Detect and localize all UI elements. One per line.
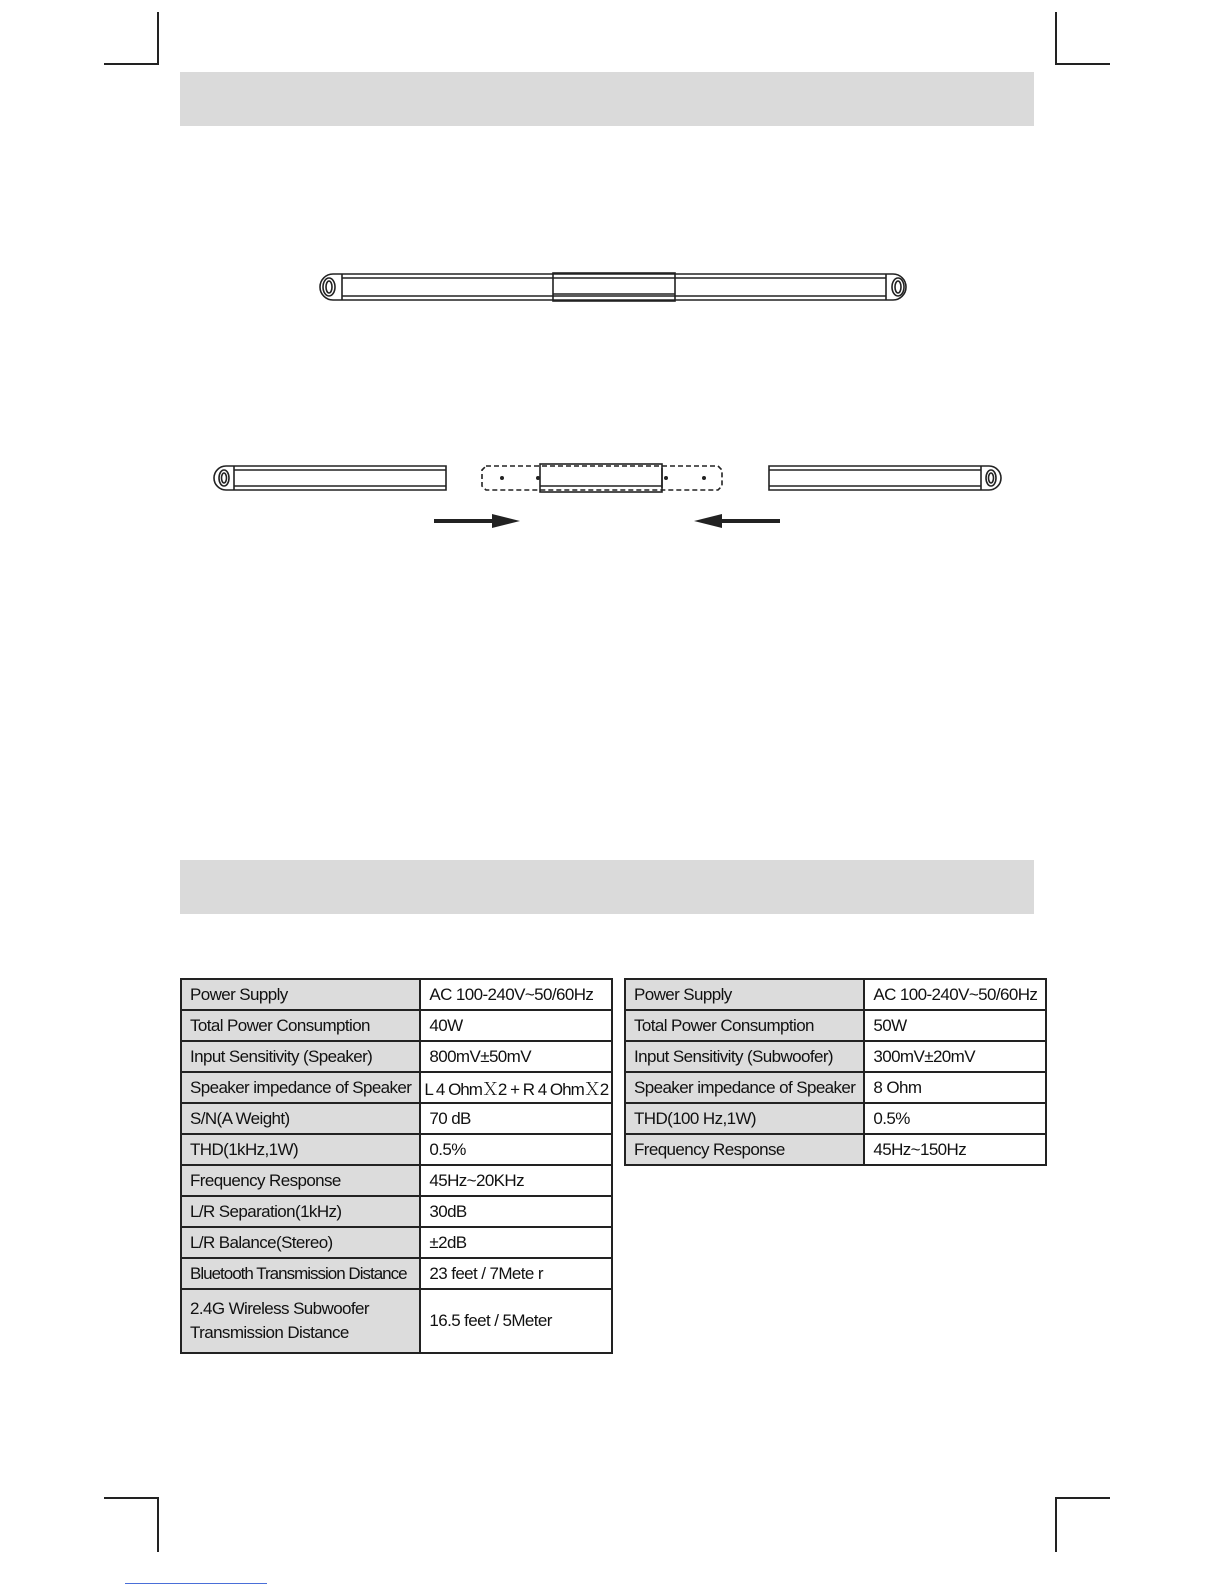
spec-label: Total Power Consumption (181, 1010, 420, 1041)
spec-label: Speaker impedance of Speaker (181, 1072, 420, 1103)
spec-label: Input Sensitivity (Speaker) (181, 1041, 420, 1072)
spec-value: ±2dB (420, 1227, 612, 1258)
table-row (181, 1072, 612, 1103)
table-row (625, 1103, 1046, 1134)
soundbar-center-section-illustration (478, 460, 726, 496)
table-row (181, 979, 612, 1010)
table-row (181, 1258, 612, 1289)
spec-label: L/R Separation(1kHz) (181, 1196, 420, 1227)
spec-label: Power Supply (181, 979, 420, 1010)
arrow-right-icon (434, 514, 520, 528)
spec-value: 70 dB (420, 1103, 612, 1134)
spec-value: L 4 OhmＸ2 + R 4 OhmＸ2 (420, 1072, 612, 1103)
table-row (181, 1103, 612, 1134)
table-row (181, 1227, 612, 1258)
table-row (181, 1134, 612, 1165)
crop-mark-top-left-vertical (157, 12, 159, 64)
speaker-spec-table (180, 978, 613, 1354)
spec-value: AC 100-240V~50/60Hz (420, 979, 612, 1010)
crop-mark-bottom-left-horizontal (104, 1497, 159, 1499)
subwoofer-spec-table (624, 978, 1047, 1166)
spec-label: Speaker impedance of Speaker (625, 1072, 864, 1103)
section-header-band-specifications (180, 860, 1034, 914)
crop-mark-top-right-horizontal (1055, 63, 1110, 65)
spec-label: Total Power Consumption (625, 1010, 864, 1041)
spec-value: 16.5 feet / 5Meter (420, 1289, 612, 1353)
spec-value: 30dB (420, 1196, 612, 1227)
crop-mark-top-right-vertical (1055, 12, 1057, 64)
table-row (181, 1041, 612, 1072)
table-row (181, 1289, 612, 1353)
spec-label: Frequency Response (181, 1165, 420, 1196)
crop-mark-top-left-horizontal (104, 63, 159, 65)
spec-value: AC 100-240V~50/60Hz (864, 979, 1046, 1010)
table-row (625, 1072, 1046, 1103)
table-row (181, 1010, 612, 1041)
spec-value: 50W (864, 1010, 1046, 1041)
spec-label: Bluetooth Transmission Distance (181, 1258, 420, 1289)
soundbar-left-section-illustration (210, 462, 450, 494)
spec-label: Frequency Response (625, 1134, 864, 1165)
table-row (181, 1165, 612, 1196)
spec-label: THD(1kHz,1W) (181, 1134, 420, 1165)
arrow-left-icon (694, 514, 780, 528)
spec-value: 0.5% (864, 1103, 1046, 1134)
spec-label: Power Supply (625, 979, 864, 1010)
crop-mark-bottom-right-horizontal (1055, 1497, 1110, 1499)
spec-value: 45Hz~20KHz (420, 1165, 612, 1196)
spec-label: S/N(A Weight) (181, 1103, 420, 1134)
spec-value: 800mV±50mV (420, 1041, 612, 1072)
spec-label-multiline (181, 1289, 420, 1353)
soundbar-right-section-illustration (765, 462, 1005, 494)
spec-value: 8 Ohm (864, 1072, 1046, 1103)
spec-label-line-2: Transmission Distance (190, 1323, 349, 1342)
spec-value: 300mV±20mV (864, 1041, 1046, 1072)
spec-value: 45Hz~150Hz (864, 1134, 1046, 1165)
crop-mark-bottom-left-vertical (157, 1497, 159, 1552)
table-row (625, 1010, 1046, 1041)
table-row (181, 1196, 612, 1227)
spec-label: L/R Balance(Stereo) (181, 1227, 420, 1258)
crop-mark-bottom-right-vertical (1055, 1497, 1057, 1552)
spec-label: THD(100 Hz,1W) (625, 1103, 864, 1134)
spec-value: 40W (420, 1010, 612, 1041)
spec-value: 0.5% (420, 1134, 612, 1165)
table-row (625, 979, 1046, 1010)
soundbar-assembled-illustration (316, 268, 912, 306)
table-row (625, 1134, 1046, 1165)
spec-label: Input Sensitivity (Subwoofer) (625, 1041, 864, 1072)
spec-label-line-1: 2.4G Wireless Subwoofer (190, 1299, 369, 1318)
section-header-band-top (180, 72, 1034, 126)
table-row (625, 1041, 1046, 1072)
spec-value: 23 feet / 7Mete r (420, 1258, 612, 1289)
